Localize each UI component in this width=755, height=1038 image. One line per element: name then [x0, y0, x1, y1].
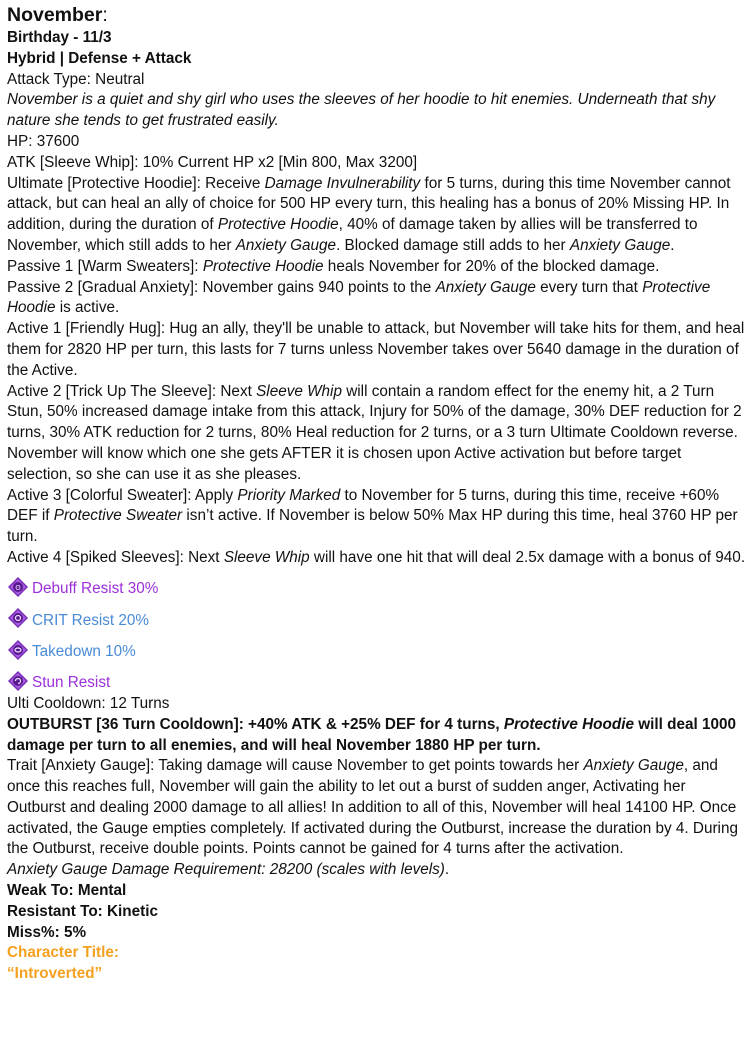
crit-resist-gem-icon [7, 607, 29, 629]
active-4 [7, 548, 748, 569]
gauge-requirement-period: . [444, 861, 450, 879]
character-class: Hybrid | Defense + Attack [7, 49, 192, 67]
attack-type: Attack Type: Neutral [7, 70, 145, 88]
ultimate-text: for 5 turns, during this time November cannot attack, but can heal an ally of choice for 500 HP every turn, this healing has a bonus of 20% Missing HP. In addition, during the duration of [7, 174, 731, 234]
trait-text: , and once this reaches full, November will gain the ability to let out a burst of sudden anger, Activating her Outburst and dealing 2000 damage to all allies! In addition to all of this, November will heal 14100 HP. Once activated, the Gauge empties completely. If activated during the Outburst, increase the duration by 4. During the Outburst, receive double points. Points cannot be gained for 4 turns after the activation. [7, 757, 738, 858]
trait-term: Anxiety Gauge [583, 757, 684, 775]
ulti-cooldown: Ulti Cooldown: 12 Turns [7, 694, 170, 712]
outburst-text: OUTBURST [36 Turn Cooldown]: +40% ATK & +25% DEF for 4 turns, [7, 715, 504, 733]
character-description: November is a quiet and shy girl who uses the sleeves of her hoodie to hit enemies. Underneath that shy nature she tends to get frustrated easily. [7, 91, 716, 130]
passive-2-term: Protective Hoodie [7, 278, 711, 317]
resist-crit [7, 600, 748, 631]
passive-2-text: Passive 2 [Gradual Anxiety]: November gains 940 points to the [7, 278, 436, 296]
resist-takedown [7, 631, 748, 662]
outburst-term: Protective Hoodie [503, 715, 634, 733]
outburst-text: will deal 1000 damage per turn to all enemies, and will heal November 1880 HP per turn. [7, 715, 737, 754]
trait [7, 756, 748, 860]
active-2-text: Active 2 [Trick Up The Sleeve]: Next [7, 382, 257, 400]
resist-debuff [7, 569, 748, 600]
birthday: Birthday - 11/3 [7, 29, 112, 46]
gauge-requirement-text: Anxiety Gauge Damage Requirement: 28200 (scales with levels) [7, 861, 445, 879]
ultimate-term: Anxiety Gauge [569, 236, 671, 254]
ultimate-term: Protective Hoodie [217, 216, 339, 234]
active-3-term: Protective Sweater [53, 507, 183, 525]
passive-2-text: is active. [55, 299, 120, 317]
svg-text:ʘ: ʘ [15, 584, 21, 593]
ultimate-term: Anxiety Gauge [235, 236, 337, 254]
character-title-value: “Introverted” [7, 965, 103, 983]
active-2-term: Sleeve Whip [256, 382, 342, 400]
atk-stat: ATK [Sleeve Whip]: 10% Current HP x2 [Min 800, Max 3200] [7, 153, 418, 171]
stun-resist-gem-icon [7, 670, 29, 692]
ultimate-text: . [670, 236, 675, 254]
weak-to: Weak To: Mental [7, 882, 127, 900]
hp-stat: HP: 37600 [7, 132, 80, 150]
active-4-term: Sleeve Whip [223, 548, 310, 566]
gauge-requirement [7, 860, 748, 881]
resistant-to: Resistant To: Kinetic [7, 902, 159, 920]
takedown-label: Takedown 10% [32, 642, 136, 660]
character-name: November [7, 4, 103, 26]
ultimate-text: , 40% of damage taken by allies will be transferred to November, which still adds to her [7, 216, 698, 254]
name-colon: : [102, 4, 108, 26]
ultimate-text: . Blocked damage still adds to her [336, 236, 570, 254]
active-3-text: to November for 5 turns, during this time, receive +60% DEF if [7, 486, 720, 525]
passive-2 [7, 278, 748, 320]
active-4-text: will have one hit that will deal 2.5x damage with a bonus of 940. [309, 548, 746, 566]
active-3-term: Priority Marked [237, 486, 341, 504]
ultimate-ability [7, 174, 748, 257]
crit-resist-label: CRIT Resist 20% [32, 611, 150, 629]
passive-2-text: every turn that [535, 278, 643, 296]
active-3-text: isn’t active. If November is below 50% Max HP during this time, heal 3760 HP per turn. [7, 507, 738, 546]
takedown-gem-icon [7, 639, 29, 661]
ultimate-term: Damage Invulnerability [264, 174, 421, 192]
trait-text: Trait [Anxiety Gauge]: Taking damage will cause November to get points towards her [7, 757, 584, 775]
stun-resist-label: Stun Resist [32, 674, 111, 692]
resist-stun [7, 663, 748, 694]
active-3 [7, 486, 748, 548]
active-2 [7, 382, 748, 486]
active-3-text: Active 3 [Colorful Sweater]: Apply [7, 486, 238, 504]
passive-1-term: Protective Hoodie [202, 257, 324, 275]
ultimate-text: Ultimate [Protective Hoodie]: Receive [7, 174, 265, 192]
debuff-resist-label: Debuff Resist 30% [32, 580, 159, 598]
passive-1 [7, 257, 748, 278]
active-4-text: Active 4 [Spiked Sleeves]: Next [7, 548, 224, 566]
debuff-resist-gem-icon [7, 576, 29, 598]
outburst [7, 715, 748, 757]
active-2-text: will contain a random effect for the enemy hit, a 2 Turn Stun, 50% increased damage intake from this attack, Injury for 50% of the damage, 30% DEF reduction for 2 turns, 30% ATK reduction for 2 turns, 80% Heal reduction for 2 turns, or a 3 turn Ultimate Cooldown reverse. November will know which one she gets AFTER it is chosen upon Active activation but before target selection, so she can use it as she pleases. [7, 382, 742, 483]
miss-percent: Miss%: 5% [7, 923, 87, 941]
passive-1-text: Passive 1 [Warm Sweaters]: [7, 257, 203, 275]
passive-1-text: heals November for 20% of the blocked damage. [323, 257, 660, 275]
active-1: Active 1 [Friendly Hug]: Hug an ally, they'll be unable to attack, but November will take hits for them, and heal them for 2820 HP per turn, this lasts for 7 turns unless November takes over 5640 damage in the duration of the Active. [7, 320, 745, 379]
passive-2-term: Anxiety Gauge [435, 278, 536, 296]
character-name-heading [7, 3, 748, 28]
character-title-label: Character Title: [7, 944, 119, 962]
